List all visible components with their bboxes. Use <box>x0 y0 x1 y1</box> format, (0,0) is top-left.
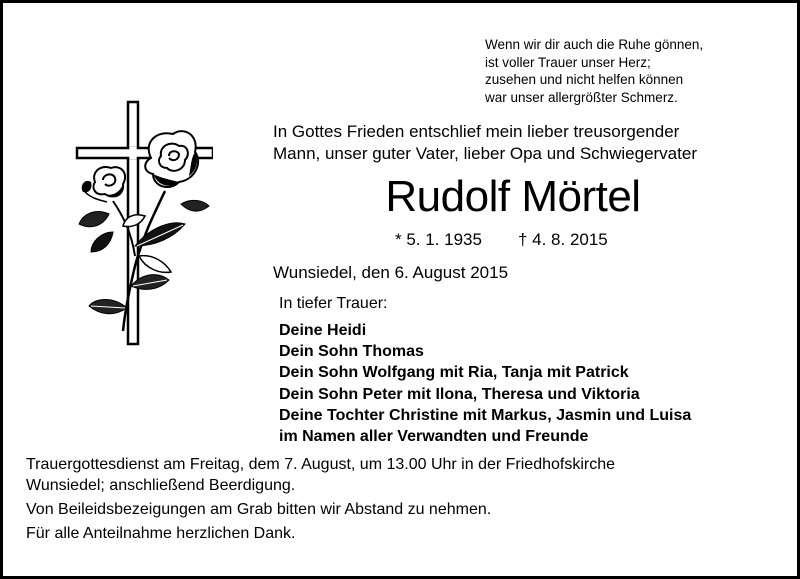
service-line: Wunsiedel; anschließend Beerdigung. <box>26 477 296 494</box>
poem-line: zusehen und nicht helfen können <box>485 72 684 87</box>
poem-line: war unser allergrößter Schmerz. <box>485 89 678 105</box>
mourners-list <box>279 320 691 447</box>
thanks-note: Für alle Anteilnahme herzlichen Dank. <box>26 525 296 542</box>
condolence-note: Von Beileidsbezeigungen am Grab bitten wir Abstand zu nehmen. <box>26 501 492 518</box>
place-date: Wunsiedel, den 6. August 2015 <box>273 263 509 282</box>
mourner-line: Dein Sohn Thomas <box>279 343 424 361</box>
birth-date: * 5. 1. 1935 <box>395 230 482 249</box>
intro-line: Mann, unser guter Vater, lieber Opa und Schwiegervater <box>273 144 697 163</box>
grief-label: In tiefer Trauer: <box>279 295 388 312</box>
mourner-line: Deine Heidi <box>279 322 367 339</box>
mourner-line: Dein Sohn Wolfgang mit Ria, Tanja mit Patrick <box>279 364 629 382</box>
intro-line: In Gottes Frieden entschlief mein lieber treusorgender <box>273 122 680 141</box>
service-info <box>26 454 776 544</box>
mourner-line: im Namen aller Verwandten und Freunde <box>279 428 589 446</box>
life-dates <box>395 229 608 251</box>
poem-line: ist voller Trauer unser Herz; <box>485 54 651 70</box>
intro-text <box>273 121 697 165</box>
service-line: Trauergottesdienst am Freitag, dem 7. August, um 13.00 Uhr in der Friedhofskirche <box>26 456 616 473</box>
mourner-line: Dein Sohn Peter mit Ilona, Theresa und Viktoria <box>279 385 640 403</box>
death-date: † 4. 8. 2015 <box>517 230 608 249</box>
mourner-line: Deine Tochter Christine mit Markus, Jasmin und Luisa <box>279 406 692 424</box>
deceased-name: Rudolf Mörtel <box>385 172 641 221</box>
poem <box>485 36 703 106</box>
poem-line: Wenn wir dir auch die Ruhe gönnen, <box>485 37 704 52</box>
cross-with-roses-icon <box>73 96 213 348</box>
